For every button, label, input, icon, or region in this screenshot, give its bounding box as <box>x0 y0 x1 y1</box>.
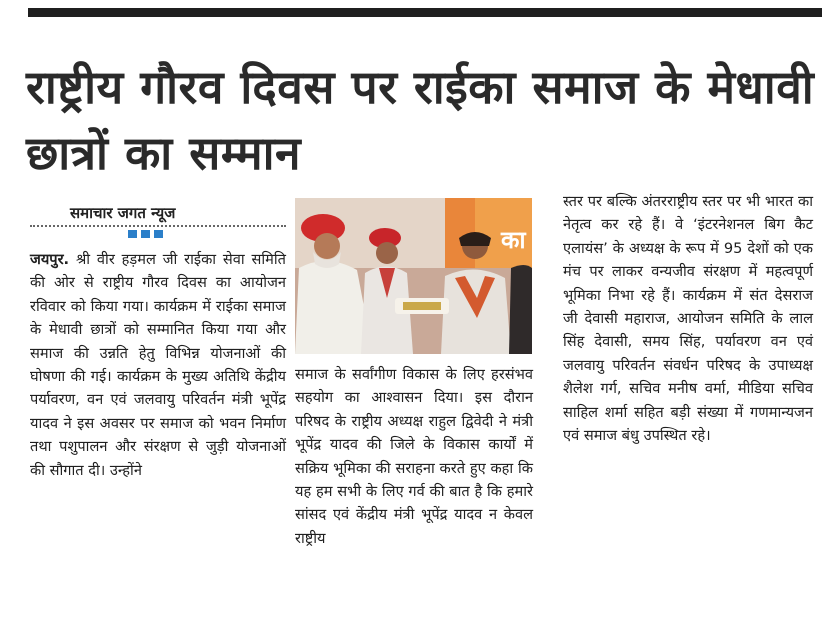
dateline: जयपुर. <box>30 251 70 268</box>
top-rule <box>28 8 822 17</box>
byline: समाचार जगत न्यूज <box>70 204 176 222</box>
article-column-3: स्तर पर बल्कि अंतरराष्ट्रीय स्तर पर भी भारत का नेतृत्व कर रहे हैं। वे ‘इंटरनेशनल बिग कैट एलायंस’ के अध्यक्ष के रूप में 95 देशों को एक मंच पर लाकर वन्यजीव संरक्षण में महत्वपूर्ण भूमिका निभा रहे हैं। कार्यक्रम में संत देसराज जी देवासी महाराज, आयोजन समिति के लाल सिंह देवासी, समय सिंह, पर्यावरण वन एवं जलवायु परिवर्तन संवर्धन परिषद के उपाध्यक्ष शैलेश गर्ग, सचिव मनीष वर्मा, मीडिया सचिव साहिल शर्मा सहित बड़ी संख्या में गणमान्यजन एवं समाज बंधु उपस्थित रहे। <box>563 193 813 445</box>
event-photo <box>295 198 532 354</box>
column-1-text: श्री वीर हड़मल जी राईका सेवा समिति की ओर से राष्ट्रीय गौरव दिवस का आयोजन रविवार को किया गया। कार्यक्रम में राईका समाज के मेधावी छात्रों को सम्मानित किया गया और समाज की उन्नति हेतु विभिन्न योजनाओं की घोषणा की गई। कार्यक्रम के मुख्य अतिथि केंद्रीय पर्यावरण, वन एवं जलवायु परिवर्तन मंत्री भूपेंद्र यादव ने इस अवसर पर समाज को भवन निर्माण तथा पशुपालन और संरक्षण से जुड़ी योजनाओं की सौगात दी। उन्होंने <box>30 251 286 479</box>
banner-text: का <box>501 226 526 254</box>
article-column-1 <box>30 248 286 482</box>
byline-divider <box>30 225 286 227</box>
article-column-2: समाज के सर्वांगीण विकास के लिए हरसंभव सहयोग का आश्वासन दिया। इस दौरान परिषद के राष्ट्रीय अध्यक्ष राहुल द्विवेदी ने मंत्री भूपेंद्र यादव की जिले के विकास कार्यों में सक्रिय भूमिका की सराहना करते हुए कहा कि यह हम सभी के लिए गर्व की बात है कि हमारे सांसद एवं केंद्रीय मंत्री भूपेंद्र यादव न केवल राष्ट्रीय <box>295 366 533 547</box>
byline-squares <box>128 230 163 238</box>
headline: राष्ट्रीय गौरव दिवस पर राईका समाज के मेधावी छात्रों का सम्मान <box>26 60 815 180</box>
